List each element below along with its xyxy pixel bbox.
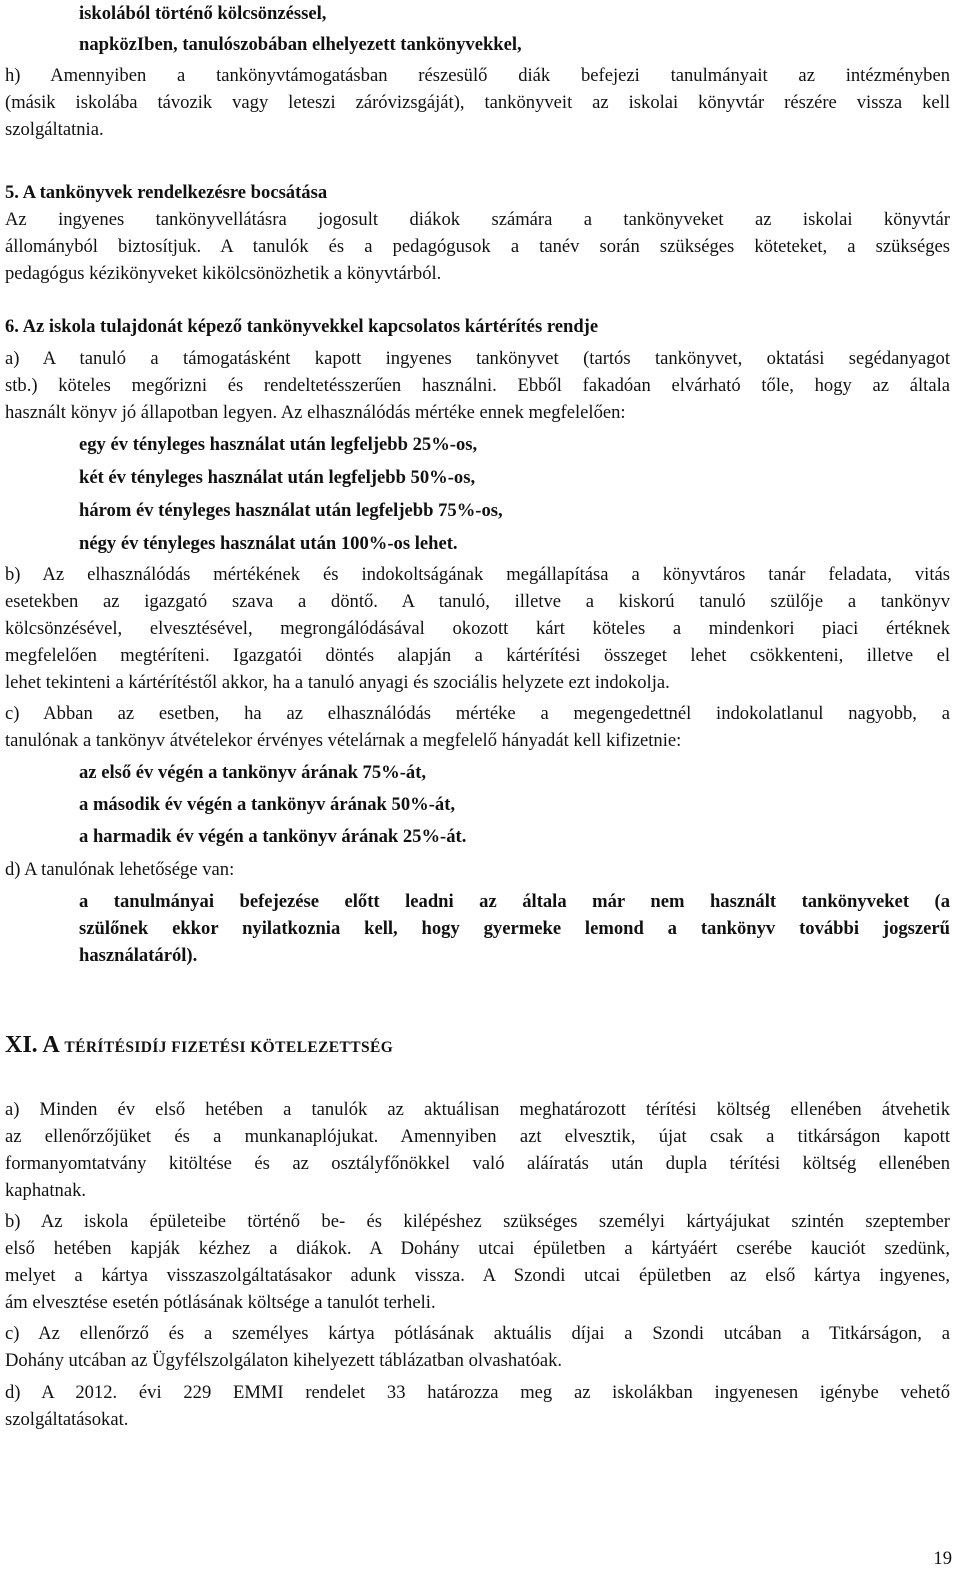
- paragraph-line: Az ingyenes tankönyvellátásra jogosult diákok számára a tankönyveket az iskolai könyvtár: [5, 209, 950, 230]
- paragraph-line: (másik iskolába távozik vagy leteszi záróvizsgáját), tankönyveit az iskolai könyvtár részére vissza kell: [5, 92, 950, 113]
- paragraph-line: c) Abban az esetben, ha az elhasználódás mértéke a megengedettnél indokolatlanul nagyobb, a: [5, 703, 950, 724]
- list-item: a második év végén a tankönyv árának 50%-át,: [79, 794, 456, 815]
- paragraph-line: esetekben az igazgató szava a döntő. A tanuló, illetve a kiskorú tanuló szülője a tankönyv: [5, 591, 950, 612]
- paragraph-line: formanyomtatvány kitöltése és az osztályfőnökkel való aláíratás után dupla térítési költség ellenében: [5, 1153, 950, 1174]
- list-item: két év tényleges használat után legfeljebb 50%-os,: [79, 467, 476, 488]
- paragraph-line: szolgáltatásokat.: [5, 1409, 129, 1430]
- list-item: három év tényleges használat után legfeljebb 75%-os,: [79, 500, 503, 521]
- paragraph-line: lehet tekinteni a kártérítéstől akkor, ha a tanuló anyagi és szociális helyzete ezt indokolja.: [5, 672, 670, 693]
- paragraph-line: ám elvesztése esetén pótlásának költsége a tanulót terheli.: [5, 1292, 436, 1313]
- paragraph-line: szolgáltatnia.: [5, 119, 104, 140]
- paragraph-line: tanulónak a tankönyv átvételekor érvényes vételárnak a megfelelő hányadát kell kifizetnie:: [5, 730, 682, 751]
- list-item: szülőnek ekkor nyilatkoznia kell, hogy gyermeke lemond a tankönyv további jogszerű: [79, 918, 950, 939]
- section-heading: 5. A tankönyvek rendelkezésre bocsátása: [5, 182, 328, 203]
- paragraph-line: d) A tanulónak lehetősége van:: [5, 859, 235, 880]
- paragraph-line: az ellenőrzőjüket és a munkanaplójukat. Amennyiben azt elvesztik, újat csak a titkárságon kapott: [5, 1126, 950, 1147]
- list-item: használatáról).: [79, 945, 198, 966]
- chapter-number: XI. A: [5, 1032, 60, 1058]
- chapter-heading: [5, 1032, 950, 1061]
- paragraph-line: első hetében kapják kézhez a diákok. A Dohány utcai épületben a kártyáért cserébe kauciót szedünk,: [5, 1238, 950, 1259]
- paragraph-line: a) Minden év első hetében a tanulók az aktuálisan meghatározott térítési költség ellenében átvehetik: [5, 1099, 950, 1120]
- list-item: a tanulmányai befejezése előtt leadni az általa már nem használt tankönyveket (a: [79, 891, 950, 912]
- paragraph-line: kölcsönzésével, elvesztésével, megrongálódásával okozott kárt köteles a mindenkori piaci értéknek: [5, 618, 950, 639]
- paragraph-line: a) A tanuló a támogatásként kapott ingyenes tankönyvet (tartós tankönyvet, oktatási segédanyagot: [5, 348, 950, 369]
- paragraph-line: pedagógus kézikönyveket kikölcsönözhetik a könyvtárból.: [5, 263, 442, 284]
- paragraph-line: melyet a kártya visszaszolgáltatásakor adunk vissza. A Szondi utcai épületben az első kártya ingyenes,: [5, 1265, 950, 1286]
- chapter-title: TÉRÍTÉSIDÍJ FIZETÉSI KÖTELEZETTSÉG: [64, 1039, 394, 1056]
- paragraph-line: c) Az ellenőrző és a személyes kártya pótlásának aktuális díjai a Szondi utcában a Titkárságon, a: [5, 1323, 950, 1344]
- section-heading: 6. Az iskola tulajdonát képező tankönyvekkel kapcsolatos kártérítés rendje: [5, 316, 599, 337]
- paragraph-line: állományból biztosítjuk. A tanulók és a pedagógusok a tanév során szükséges köteteket, a szükséges: [5, 236, 950, 257]
- list-item: az első év végén a tankönyv árának 75%-át,: [79, 762, 427, 783]
- paragraph-line: stb.) köteles megőrizni és rendeltetésszerűen használni. Ebből fakadóan elvárható tőle, hogy az általa: [5, 375, 950, 396]
- paragraph-line: használt könyv jó állapotban legyen. Az elhasználódás mértéke ennek megfelelően:: [5, 402, 626, 423]
- paragraph-line: Dohány utcában az Ügyfélszolgálaton kihelyezett táblázatban olvashatóak.: [5, 1350, 563, 1371]
- list-item: iskolából történő kölcsönzéssel,: [79, 3, 327, 24]
- paragraph-line: h) Amennyiben a tankönyvtámogatásban részesülő diák befejezi tanulmányait az intézményben: [5, 65, 950, 86]
- list-item: a harmadik év végén a tankönyv árának 25%-át.: [79, 826, 467, 847]
- paragraph-line: kaphatnak.: [5, 1180, 87, 1201]
- paragraph-line: megfelelően megtéríteni. Igazgatói döntés alapján a kártérítési összeget lehet csökkenteni, illetve el: [5, 645, 950, 666]
- paragraph-line: b) Az iskola épületeibe történő be- és kilépéshez szükséges személyi kártyájukat szintén szeptember: [5, 1211, 950, 1232]
- page-number: 19: [933, 1548, 952, 1569]
- paragraph-line: b) Az elhasználódás mértékének és indokoltságának megállapítása a könyvtáros tanár feladata, vitás: [5, 564, 950, 585]
- paragraph-line: d) A 2012. évi 229 EMMI rendelet 33 határozza meg az iskolákban ingyenesen igénybe vehető: [5, 1382, 950, 1403]
- list-item: napközIben, tanulószobában elhelyezett tankönyvekkel,: [79, 34, 522, 55]
- list-item: egy év tényleges használat után legfeljebb 25%-os,: [79, 434, 478, 455]
- list-item: négy év tényleges használat után 100%-os lehet.: [79, 533, 458, 554]
